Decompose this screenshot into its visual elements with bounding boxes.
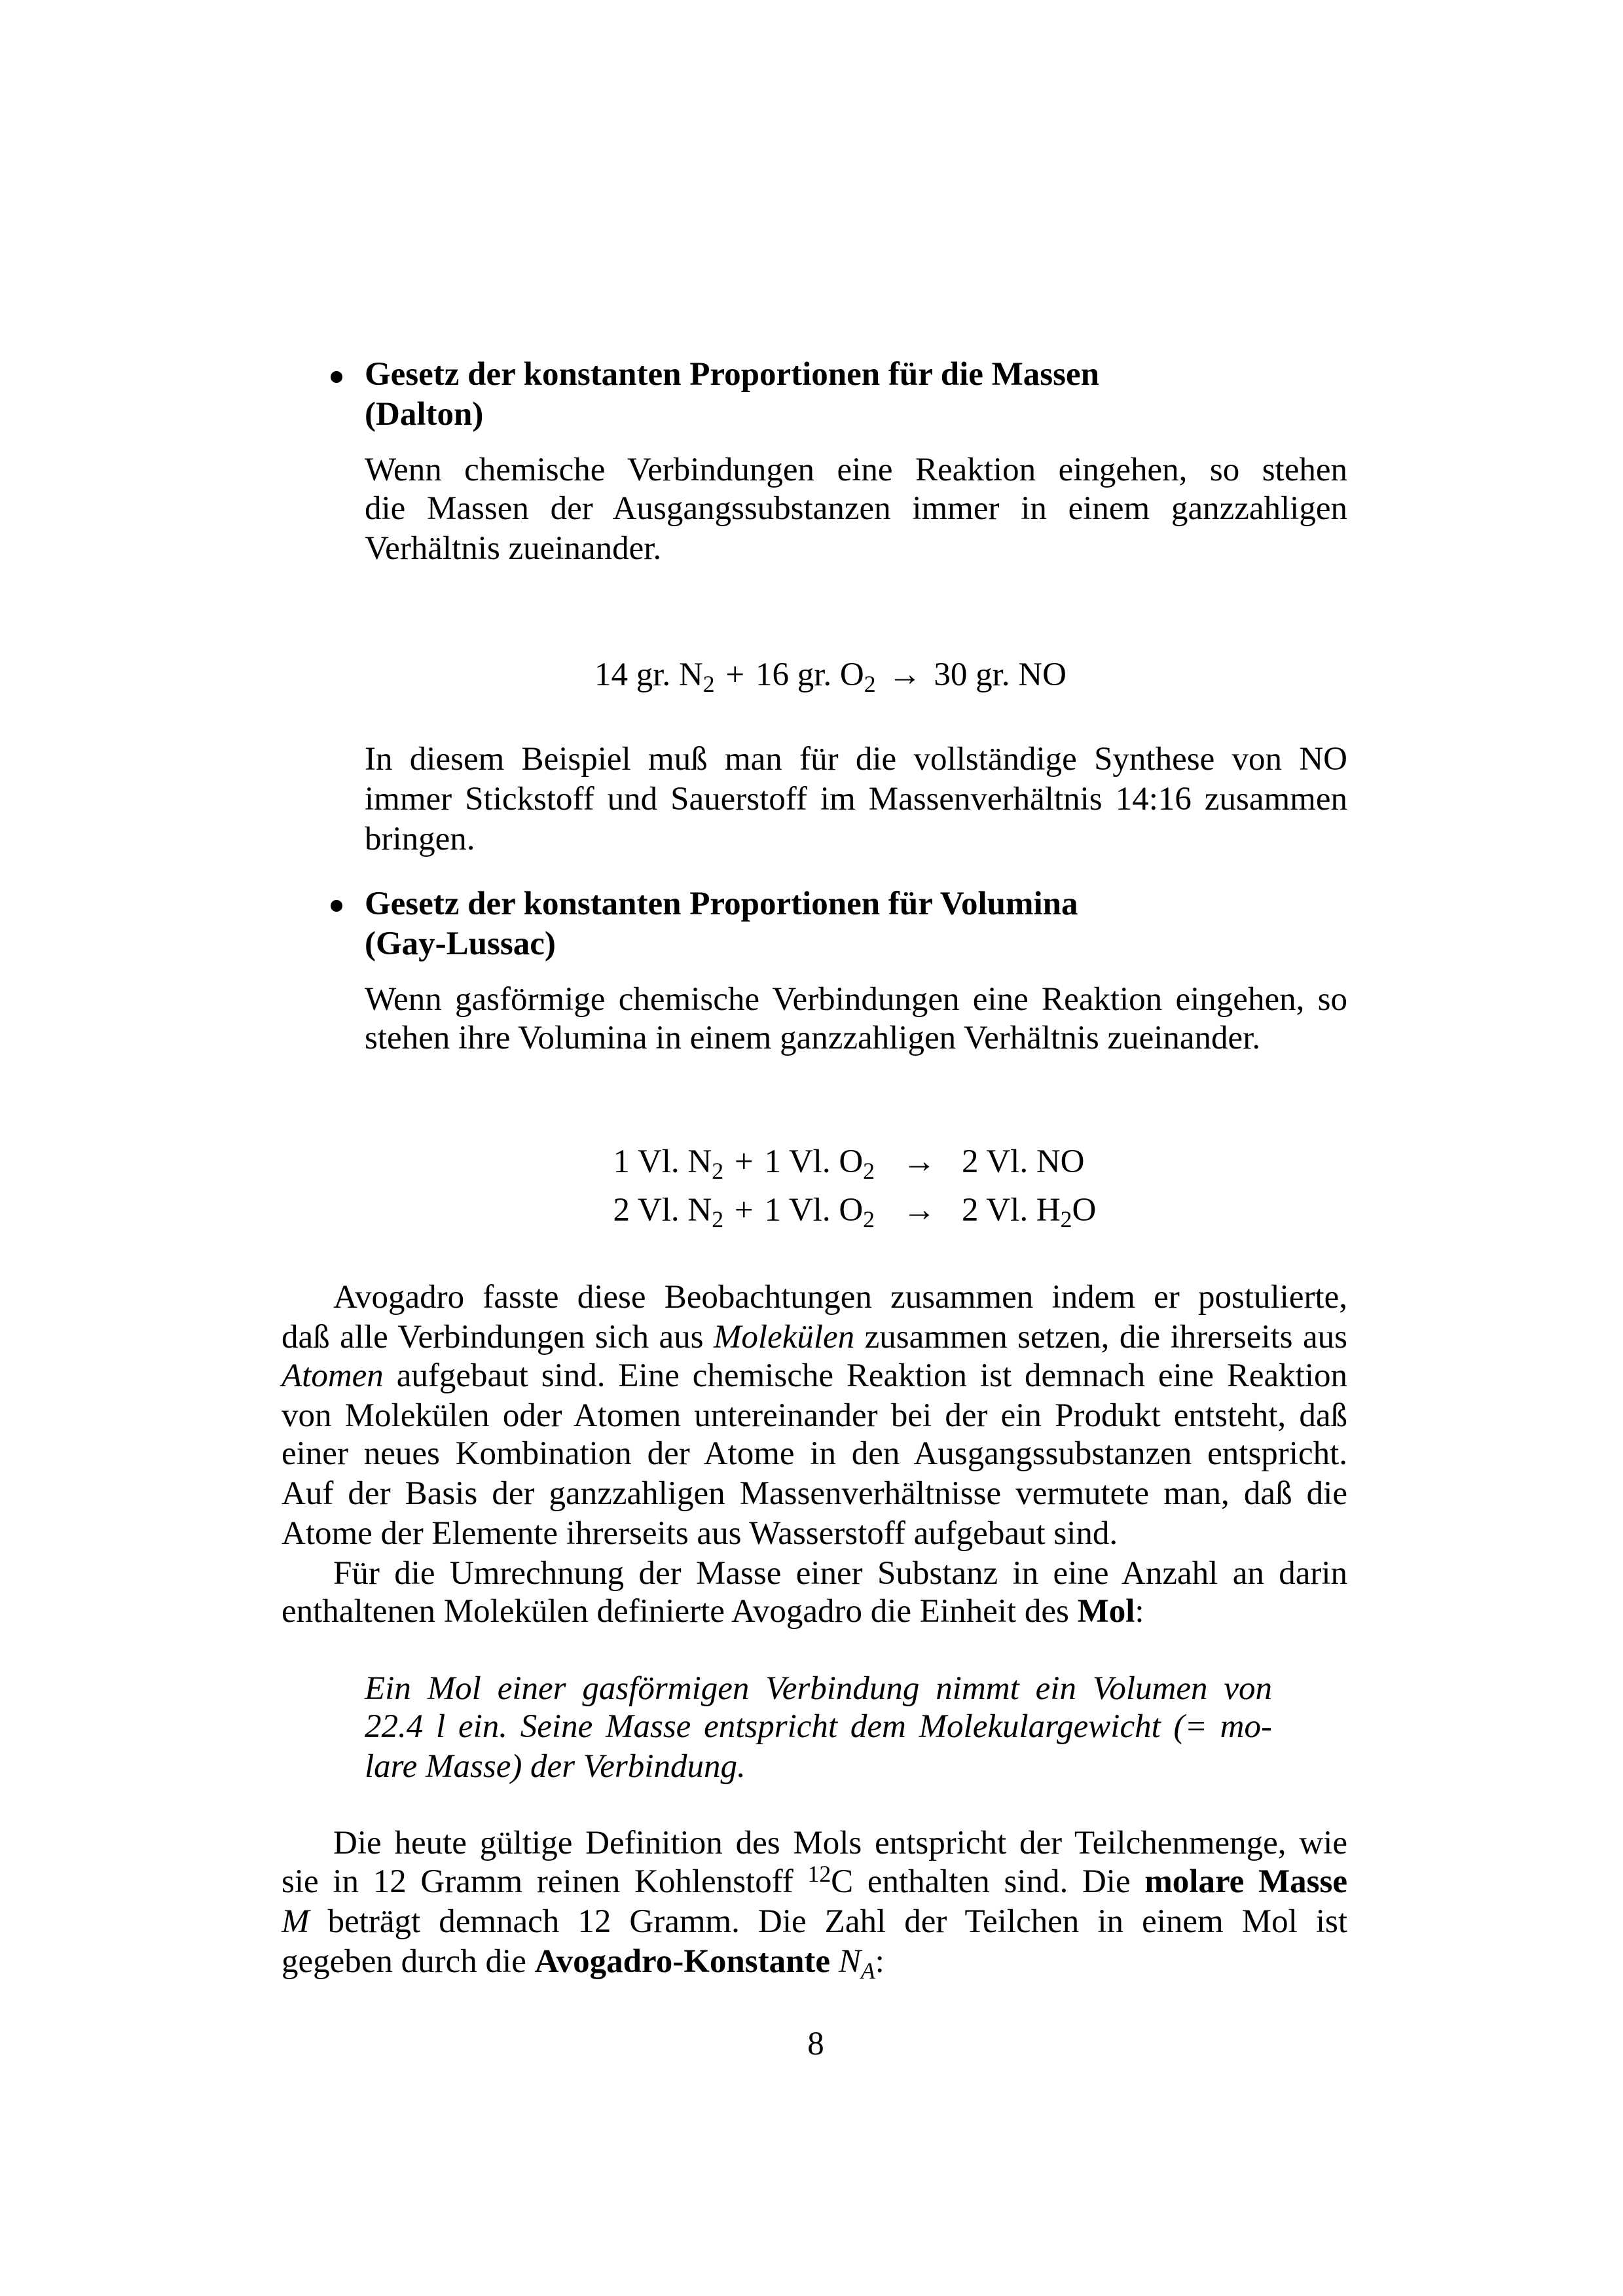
law-statement-line: Verhältnis zueinander. (365, 530, 662, 567)
paragraph-line (282, 1902, 1347, 1941)
subscript-index: 2 (863, 1157, 875, 1184)
plus-operator: + (725, 656, 745, 693)
subscript-index: 2 (712, 1206, 724, 1232)
reaction-rhs (962, 1191, 1096, 1230)
text-run: C enthalten sind. Die (831, 1863, 1131, 1900)
reactant: 14 gr. N (594, 656, 703, 693)
page-number: 8 (807, 2026, 824, 2062)
law-statement-line: Wenn chemische Verbindungen eine Reaktion eingehen, so stehen (365, 452, 1347, 488)
definition-line: Ein Mol einer gasförmigen Verbindung nimmt ein Volumen von (365, 1670, 1272, 1707)
text-run: : (875, 1943, 884, 1980)
paragraph-line: Atome der Elemente ihrerseits aus Wasserstoff aufgebaut sind. (282, 1515, 1118, 1552)
reaction-arrow: → (888, 656, 922, 693)
subscript-index: 2 (712, 1157, 724, 1184)
product: 2 Vl. H (962, 1192, 1061, 1229)
law-statement-line: stehen ihre Volumina in einem ganzzahligen Verhältnis zueinander. (365, 1020, 1261, 1056)
text-run: gegeben durch die (282, 1943, 526, 1980)
emphasized-term: Atomen (282, 1357, 384, 1394)
law-statement-line: die Massen der Ausgangssubstanzen immer in einem ganzzahligen (365, 490, 1347, 527)
plus-operator: + (734, 1192, 754, 1229)
bullet-icon (331, 900, 342, 912)
paragraph-line (282, 1942, 1347, 1984)
paragraph-line: einer neues Kombination der Atome in den Ausgangssubstanzen entspricht. (282, 1435, 1347, 1472)
text-run: beträgt demnach 12 Gramm. Die Zahl der Teilchen in einem Mol ist (327, 1903, 1348, 1940)
definition-line: lare Masse) der Verbindung. (365, 1748, 746, 1785)
text-run: aufgebaut sind. Eine chemische Reaktion ist demnach eine Reaktion (396, 1357, 1348, 1394)
mass-reaction-equation (594, 655, 1067, 697)
reactant: 1 Vl. O (764, 1192, 864, 1229)
mass-number-superscript: 12 (807, 1860, 831, 1887)
bold-term: Avogadro-Konstante (534, 1943, 831, 1980)
law-statement-line: Wenn gasförmige chemische Verbindungen eine Reaktion eingehen, so (365, 981, 1347, 1018)
reactant: 2 Vl. N (613, 1192, 712, 1229)
text-run: enthaltenen Molekülen definierte Avogadro die Einheit des (282, 1593, 1069, 1630)
text-run: zusammen setzen, die ihrerseits aus (864, 1319, 1347, 1355)
paragraph-line: Avogadro fasste diese Beobachtungen zusammen indem er postulierte, (333, 1279, 1347, 1316)
math-symbol: N (838, 1943, 861, 1980)
subscript-index: A (860, 1957, 875, 1984)
product: O (1072, 1192, 1097, 1229)
text-run: daß alle Verbindungen sich aus (282, 1319, 704, 1355)
reaction-lhs (547, 1191, 875, 1230)
bullet-icon (331, 371, 342, 383)
product: 30 gr. NO (934, 656, 1067, 693)
subscript-index: 2 (702, 670, 715, 697)
paragraph-line (282, 1862, 1347, 1901)
subscript-index: 2 (864, 670, 876, 697)
reaction-rhs: 2 Vl. NO (962, 1143, 1085, 1180)
law-title: Gesetz der konstanten Proportionen für die Massen (365, 356, 1099, 393)
math-symbol: M (282, 1903, 310, 1940)
reactant: 1 Vl. O (764, 1143, 864, 1180)
reactant: 16 gr. O (756, 656, 864, 693)
reactant: 1 Vl. N (613, 1143, 712, 1180)
emphasized-term: Molekülen (713, 1319, 855, 1355)
paragraph-line (282, 1318, 1347, 1357)
bold-term: Mol (1077, 1593, 1135, 1630)
reaction-arrow: → (902, 1192, 936, 1229)
law-title-attribution: (Gay-Lussac) (365, 925, 556, 962)
example-text-line: bringen. (365, 821, 475, 857)
reaction-lhs (547, 1142, 875, 1184)
example-text-line: In diesem Beispiel muß man für die vollständige Synthese von NO (365, 741, 1347, 778)
subscript-index: 2 (1060, 1206, 1072, 1232)
paragraph-line: von Molekülen oder Atomen untereinander bei der ein Produkt entsteht, daß (282, 1397, 1347, 1434)
subscript-index: 2 (863, 1206, 875, 1232)
plus-operator: + (734, 1143, 754, 1180)
text-run: sie in 12 Gramm reinen Kohlenstoff (282, 1863, 793, 1900)
definition-line: 22.4 l ein. Seine Masse entspricht dem Molekulargewicht (= mo- (365, 1708, 1272, 1745)
law-title-attribution: (Dalton) (365, 396, 484, 433)
bold-term: molare Masse (1144, 1863, 1347, 1900)
paragraph-line (282, 1356, 1347, 1395)
law-title: Gesetz der konstanten Proportionen für Volumina (365, 886, 1078, 922)
text-run: : (1135, 1593, 1144, 1630)
example-text-line: immer Stickstoff und Sauerstoff im Massenverhältnis 14:16 zusammen (365, 781, 1347, 817)
paragraph-line (282, 1592, 1347, 1631)
paragraph-line: Auf der Basis der ganzzahligen Massenverhältnisse vermutete man, daß die (282, 1475, 1347, 1512)
reaction-arrow: → (902, 1143, 936, 1180)
paragraph-line: Die heute gültige Definition des Mols entspricht der Teilchenmenge, wie (333, 1825, 1347, 1861)
paragraph-line: Für die Umrechnung der Masse einer Substanz in eine Anzahl an darin (333, 1555, 1347, 1592)
